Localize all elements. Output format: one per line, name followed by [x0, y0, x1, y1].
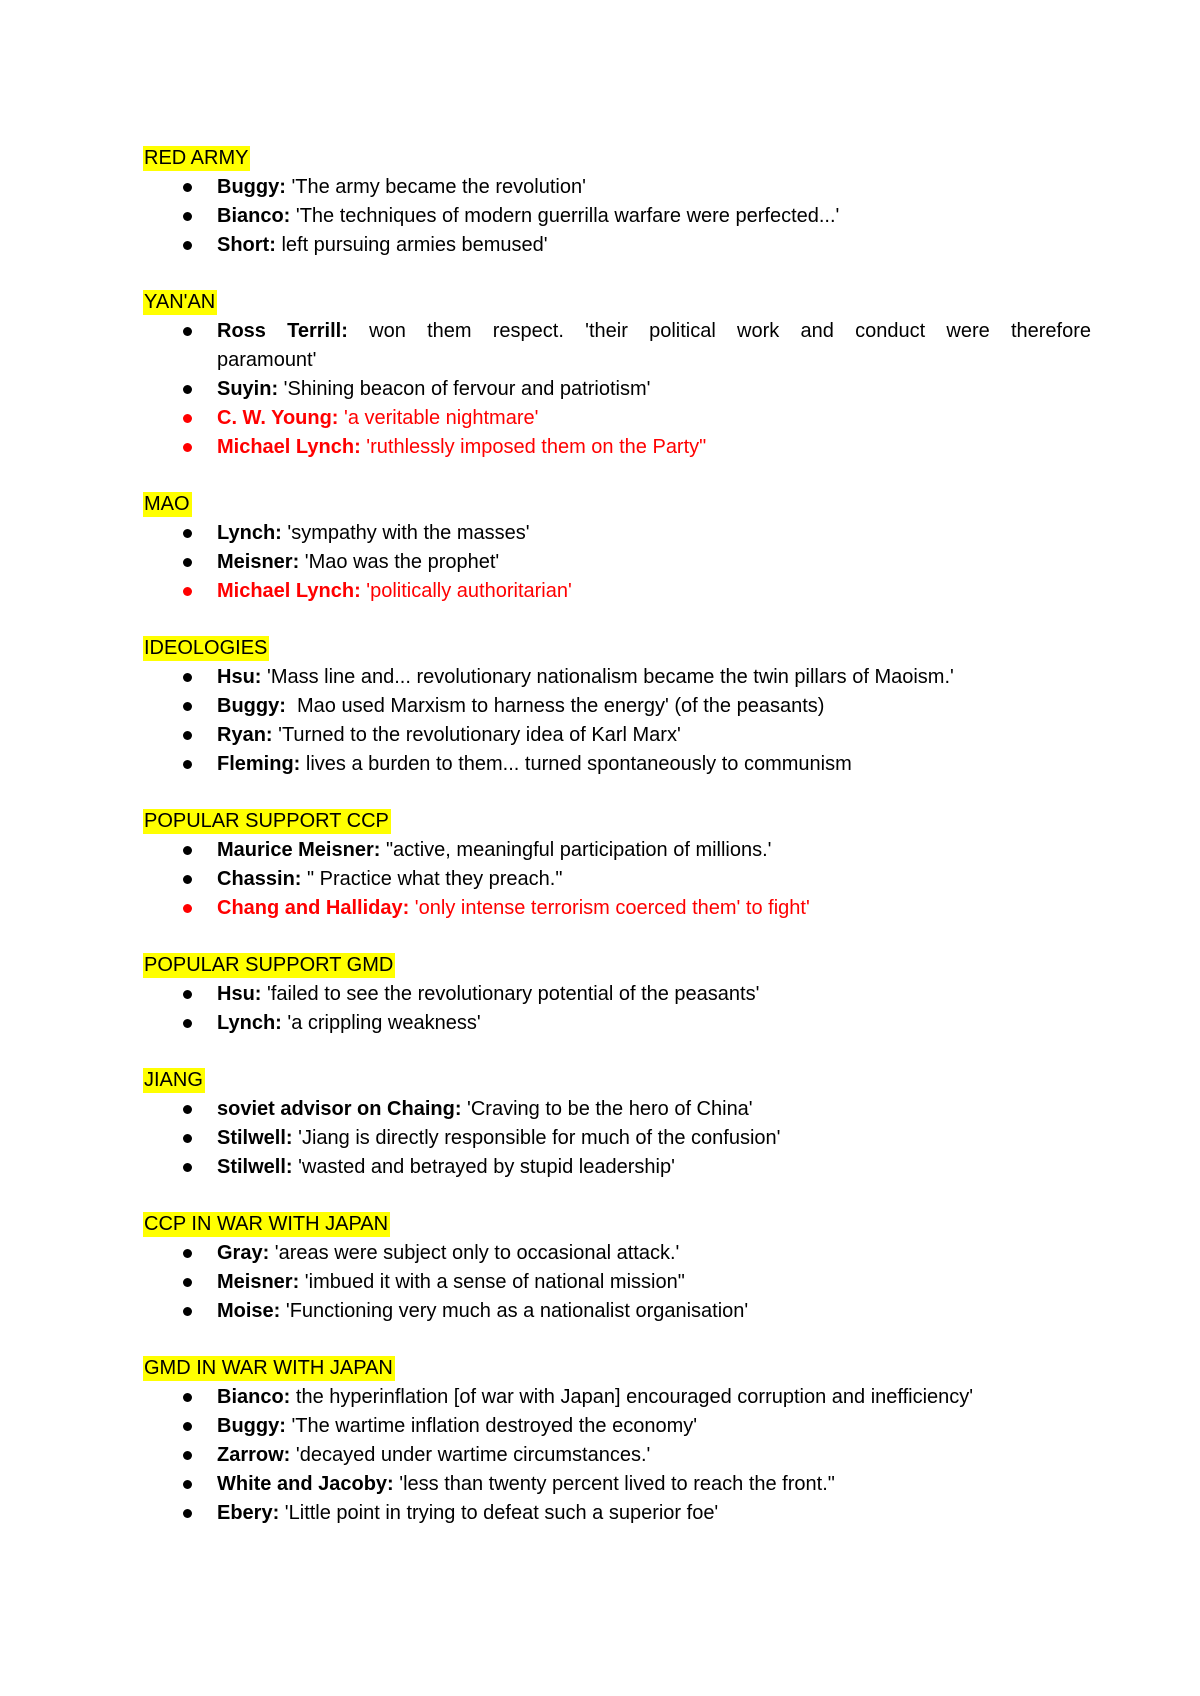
- quote-text: 'ruthlessly imposed them on the Party": [360, 436, 707, 458]
- quote-author: Bianco:: [217, 205, 291, 227]
- quote-item: [143, 317, 1091, 375]
- quote-author: Michael Lynch:: [217, 436, 361, 458]
- quote-text: 'sympathy with the masses': [281, 522, 530, 544]
- bullet-icon: [183, 1480, 192, 1489]
- quote-item: [143, 865, 1091, 894]
- bullet-icon: [183, 558, 192, 567]
- quote-author: Stilwell:: [217, 1127, 293, 1149]
- quote-text: 'Craving to be the hero of China': [461, 1098, 753, 1120]
- quote-author: Chang and Halliday:: [217, 897, 410, 919]
- quote-text: 'Mao was the prophet': [299, 551, 500, 573]
- quote-text: the hyperinflation [of war with Japan] encouraged corruption and inefficiency': [290, 1386, 974, 1408]
- bullet-icon: [183, 1451, 192, 1460]
- quote-text: " Practice what they preach.": [301, 868, 563, 890]
- section-gmd-war-japan: [143, 1356, 1091, 1528]
- quote-list: [143, 173, 1091, 260]
- quote-list: [143, 519, 1091, 606]
- quote-text: 'politically authoritarian': [360, 580, 572, 602]
- bullet-icon: [183, 414, 192, 423]
- quote-text: 'Mass line and... revolutionary nationalism became the twin pillars of Maoism.': [261, 666, 954, 688]
- bullet-icon: [183, 1509, 192, 1518]
- bullet-icon: [183, 327, 192, 336]
- quote-text: 'imbued it with a sense of national mission": [299, 1271, 685, 1293]
- quote-author: Hsu:: [217, 983, 262, 1005]
- bullet-icon: [183, 212, 192, 221]
- quote-author: Meisner:: [217, 551, 300, 573]
- quote-author: Chassin:: [217, 868, 302, 890]
- section-heading: CCP IN WAR WITH JAPAN: [144, 1213, 389, 1235]
- quote-item: [143, 1412, 1091, 1441]
- quote-author: Buggy:: [217, 176, 286, 198]
- quote-item-counterpoint: [143, 577, 1091, 606]
- quote-item: [143, 1153, 1091, 1182]
- quote-author: Lynch:: [217, 522, 282, 544]
- quote-item-counterpoint: [143, 433, 1091, 462]
- quote-item: [143, 202, 1091, 231]
- quote-item: [143, 836, 1091, 865]
- quote-item: [143, 721, 1091, 750]
- quote-author: White and Jacoby:: [217, 1473, 394, 1495]
- section-heading: POPULAR SUPPORT CCP: [144, 810, 389, 832]
- quote-item: [143, 519, 1091, 548]
- quote-item-counterpoint: [143, 404, 1091, 433]
- quote-author: soviet advisor on Chaing:: [217, 1098, 462, 1120]
- quote-text: lives a burden to them... turned spontaneously to communism: [300, 753, 852, 775]
- section-heading: YAN'AN: [144, 291, 216, 313]
- quote-list: [143, 836, 1091, 923]
- bullet-icon: [183, 673, 192, 682]
- bullet-icon: [183, 1105, 192, 1114]
- section-ideologies: [143, 636, 1091, 779]
- bullet-icon: [183, 846, 192, 855]
- quote-text: won them respect. 'their political work and conduct were therefore: [347, 320, 1092, 342]
- section-ccp-war-japan: [143, 1212, 1091, 1326]
- quote-item: [143, 1499, 1091, 1528]
- quote-text: left pursuing armies bemused': [275, 234, 548, 256]
- quote-text-continuation: paramount': [217, 349, 317, 371]
- section-heading: RED ARMY: [144, 147, 249, 169]
- quote-text: 'failed to see the revolutionary potential of the peasants': [261, 983, 760, 1005]
- quote-item: [143, 1239, 1091, 1268]
- bullet-icon: [183, 1249, 192, 1258]
- bullet-icon: [183, 731, 192, 740]
- quote-item: [143, 231, 1091, 260]
- bullet-icon: [183, 760, 192, 769]
- quote-text: 'Shining beacon of fervour and patriotism': [278, 378, 651, 400]
- quote-text: Mao used Marxism to harness the energy' (of the peasants): [285, 695, 825, 717]
- quote-author: Short:: [217, 234, 276, 256]
- section-heading: POPULAR SUPPORT GMD: [144, 954, 394, 976]
- quote-author: Bianco:: [217, 1386, 291, 1408]
- quote-text: 'decayed under wartime circumstances.': [290, 1444, 651, 1466]
- quote-item: [143, 173, 1091, 202]
- quote-item: [143, 1470, 1091, 1499]
- quote-item: [143, 1441, 1091, 1470]
- quote-author: Buggy:: [217, 695, 286, 717]
- quote-text: 'wasted and betrayed by stupid leadership': [292, 1156, 675, 1178]
- quote-list: [143, 980, 1091, 1038]
- document-body: [143, 146, 1091, 1558]
- quote-author: Lynch:: [217, 1012, 282, 1034]
- quote-item: [143, 1095, 1091, 1124]
- quote-author: Stilwell:: [217, 1156, 293, 1178]
- quote-author: Zarrow:: [217, 1444, 291, 1466]
- quote-item: [143, 1297, 1091, 1326]
- quote-item: [143, 692, 1091, 721]
- quote-item: [143, 980, 1091, 1009]
- quote-text: 'The wartime inflation destroyed the economy': [285, 1415, 698, 1437]
- section-popular-support-ccp: [143, 809, 1091, 923]
- bullet-icon: [183, 443, 192, 452]
- quote-author: Ryan:: [217, 724, 273, 746]
- quote-text: 'Functioning very much as a nationalist organisation': [280, 1300, 749, 1322]
- section-heading: GMD IN WAR WITH JAPAN: [144, 1357, 393, 1379]
- bullet-icon: [183, 1163, 192, 1172]
- quote-author: Buggy:: [217, 1415, 286, 1437]
- quote-text: 'Little point in trying to defeat such a superior foe': [279, 1502, 719, 1524]
- bullet-icon: [183, 529, 192, 538]
- quote-item: [143, 1383, 1091, 1412]
- quote-list: [143, 317, 1091, 462]
- quote-author: Maurice Meisner:: [217, 839, 381, 861]
- quote-author: Fleming:: [217, 753, 301, 775]
- quote-text: 'areas were subject only to occasional attack.': [269, 1242, 680, 1264]
- bullet-icon: [183, 1278, 192, 1287]
- bullet-icon: [183, 241, 192, 250]
- quote-item: [143, 1268, 1091, 1297]
- quote-author: Ebery:: [217, 1502, 280, 1524]
- quote-list: [143, 1239, 1091, 1326]
- bullet-icon: [183, 587, 192, 596]
- section-popular-support-gmd: [143, 953, 1091, 1038]
- bullet-icon: [183, 1019, 192, 1028]
- bullet-icon: [183, 904, 192, 913]
- section-jiang: [143, 1068, 1091, 1182]
- section-mao: [143, 492, 1091, 606]
- quote-list: [143, 663, 1091, 779]
- quote-list: [143, 1095, 1091, 1182]
- quote-item: [143, 1009, 1091, 1038]
- quote-text: "active, meaningful participation of millions.': [380, 839, 772, 861]
- quote-author: Gray:: [217, 1242, 270, 1264]
- quote-text: 'The army became the revolution': [285, 176, 586, 198]
- bullet-icon: [183, 1307, 192, 1316]
- section-yanan: [143, 290, 1091, 462]
- bullet-icon: [183, 183, 192, 192]
- quote-item: [143, 750, 1091, 779]
- quote-author: C. W. Young:: [217, 407, 339, 429]
- section-heading: MAO: [144, 493, 190, 515]
- bullet-icon: [183, 1393, 192, 1402]
- quote-text: 'Jiang is directly responsible for much of the confusion': [292, 1127, 781, 1149]
- quote-text: 'a crippling weakness': [281, 1012, 481, 1034]
- quote-item: [143, 375, 1091, 404]
- quote-item: [143, 663, 1091, 692]
- quote-author: Hsu:: [217, 666, 262, 688]
- quote-author: Ross Terrill:: [217, 320, 348, 342]
- quote-author: Meisner:: [217, 1271, 300, 1293]
- quote-text: 'only intense terrorism coerced them' to fight': [409, 897, 810, 919]
- bullet-icon: [183, 1422, 192, 1431]
- quote-author: Michael Lynch:: [217, 580, 361, 602]
- quote-text: 'The techniques of modern guerrilla warfare were perfected...': [290, 205, 840, 227]
- bullet-icon: [183, 875, 192, 884]
- section-heading: JIANG: [144, 1069, 203, 1091]
- quote-text: 'less than twenty percent lived to reach the front.": [393, 1473, 835, 1495]
- bullet-icon: [183, 1134, 192, 1143]
- bullet-icon: [183, 702, 192, 711]
- quote-list: [143, 1383, 1091, 1528]
- bullet-icon: [183, 385, 192, 394]
- bullet-icon: [183, 990, 192, 999]
- section-heading: IDEOLOGIES: [144, 637, 268, 659]
- quote-author: Suyin:: [217, 378, 279, 400]
- quote-item-counterpoint: [143, 894, 1091, 923]
- section-red-army: [143, 146, 1091, 260]
- quote-author: Moise:: [217, 1300, 281, 1322]
- quote-item: [143, 1124, 1091, 1153]
- quote-text: 'Turned to the revolutionary idea of Karl Marx': [272, 724, 681, 746]
- quote-text: 'a veritable nightmare': [338, 407, 539, 429]
- quote-item: [143, 548, 1091, 577]
